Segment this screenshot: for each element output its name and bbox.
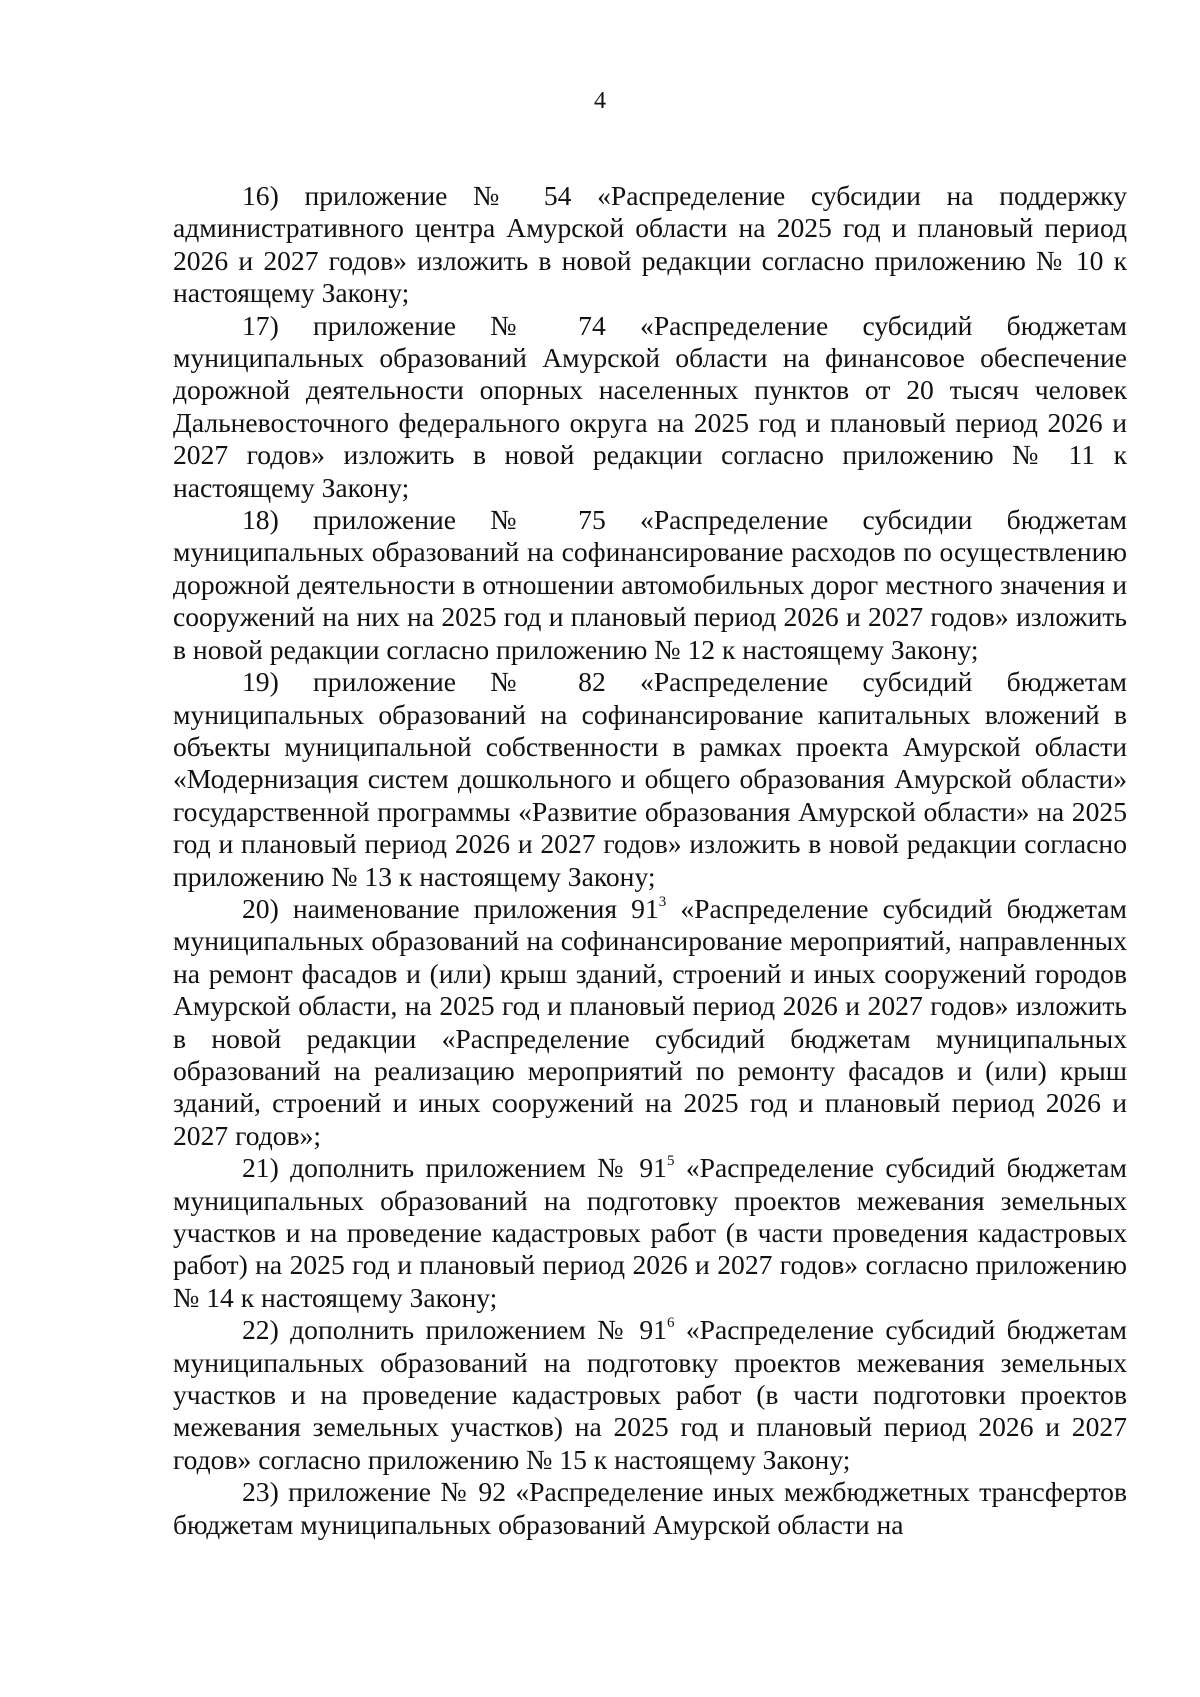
paragraph-text: «Распределение субсидий бюджетам муниципальных образований на софинансирование мероприятий, направленных на ремонт фасадов и (или) крыш зданий, строений и иных сооружений городов Амурской области, на 2025 год и плановый период 2026 и 2027 годов» изложить в новой редакции «Распределение субсидий бюджетам муниципальных образований на реализацию мероприятий по ремонту фасадов и (или) крыш зданий, строений и иных сооружений на 2025 год и плановый период 2026 и 2027 годов»; (173, 892, 1127, 1151)
paragraph-text: 17) приложение № 74 «Распределение субсидий бюджетам муниципальных образований Амурской области на финансовое обеспечение дорожной деятельности опорных населенных пунктов от 20 тысяч человек Дальневосточного федерального округа на 2025 год и плановый период 2026 и 2027 годов» изложить в новой редакции согласно приложению № 11 к настоящему Закону; (173, 309, 1127, 503)
paragraph-item-2 (173, 310, 1127, 504)
paragraph-text: 18) приложение № 75 «Распределение субсидии бюджетам муниципальных образований на софинансирование расходов по осуществлению дорожной деятельности в отношении автомобильных дорог местного значения и сооружений на них на 2025 год и плановый период 2026 и 2027 годов» изложить в новой редакции согласно приложению № 12 к настоящему Закону; (173, 504, 1127, 665)
paragraph-item-6 (173, 1152, 1127, 1314)
paragraph-item-1 (173, 180, 1127, 310)
paragraph-item-3 (173, 504, 1127, 666)
paragraph-text: «Распределение субсидий бюджетам муниципальных образований на подготовку проектов межевания земельных участков и на проведение кадастровых работ (в части проведения кадастровых работ) на 2025 год и плановый период 2026 и 2027 годов» согласно приложению № 14 к настоящему Закону; (173, 1152, 1127, 1313)
paragraph-item-4 (173, 666, 1127, 893)
paragraph-text: 16) приложение № 54 «Распределение субсидии на поддержку административного центра Амурской области на 2025 год и плановый период 2026 и 2027 годов» изложить в новой редакции согласно приложению № 10 к настоящему Закону; (173, 180, 1127, 309)
superscript-index: 3 (658, 893, 667, 910)
paragraph-item-7 (173, 1314, 1127, 1476)
superscript-index: 6 (666, 1315, 675, 1332)
paragraph-text: 23) приложение № 92 «Распределение иных межбюджетных трансфертов бюджетам муниципальных образований Амурской области на (173, 1476, 1127, 1540)
document-body (173, 180, 1127, 1541)
paragraph-text: «Распределение субсидий бюджетам муниципальных образований на подготовку проектов межевания земельных участков и на проведение кадастровых работ (в части подготовки проектов межевания земельных участков) на 2025 год и плановый период 2026 и 2027 годов» согласно приложению № 15 к настоящему Закону; (173, 1314, 1127, 1475)
page-number: 4 (594, 88, 606, 114)
paragraph-text: 19) приложение № 82 «Распределение субсидий бюджетам муниципальных образований на софинансирование капитальных вложений в объекты муниципальной собственности в рамках проекта Амурской области «Модернизация систем дошкольного и общего образования Амурской области» государственной программы «Развитие образования Амурской области» на 2025 год и плановый период 2026 и 2027 годов» изложить в новой редакции согласно приложению № 13 к настоящему Закону; (173, 666, 1127, 892)
paragraph-text: 20) наименование приложения 91 (242, 892, 659, 924)
paragraph-item-5 (173, 893, 1127, 1152)
paragraph-text: 22) дополнить приложением № 91 (242, 1314, 667, 1346)
superscript-index: 5 (666, 1153, 675, 1169)
paragraph-item-8 (173, 1476, 1127, 1541)
paragraph-text: 21) дополнить приложением № 91 (242, 1152, 667, 1184)
